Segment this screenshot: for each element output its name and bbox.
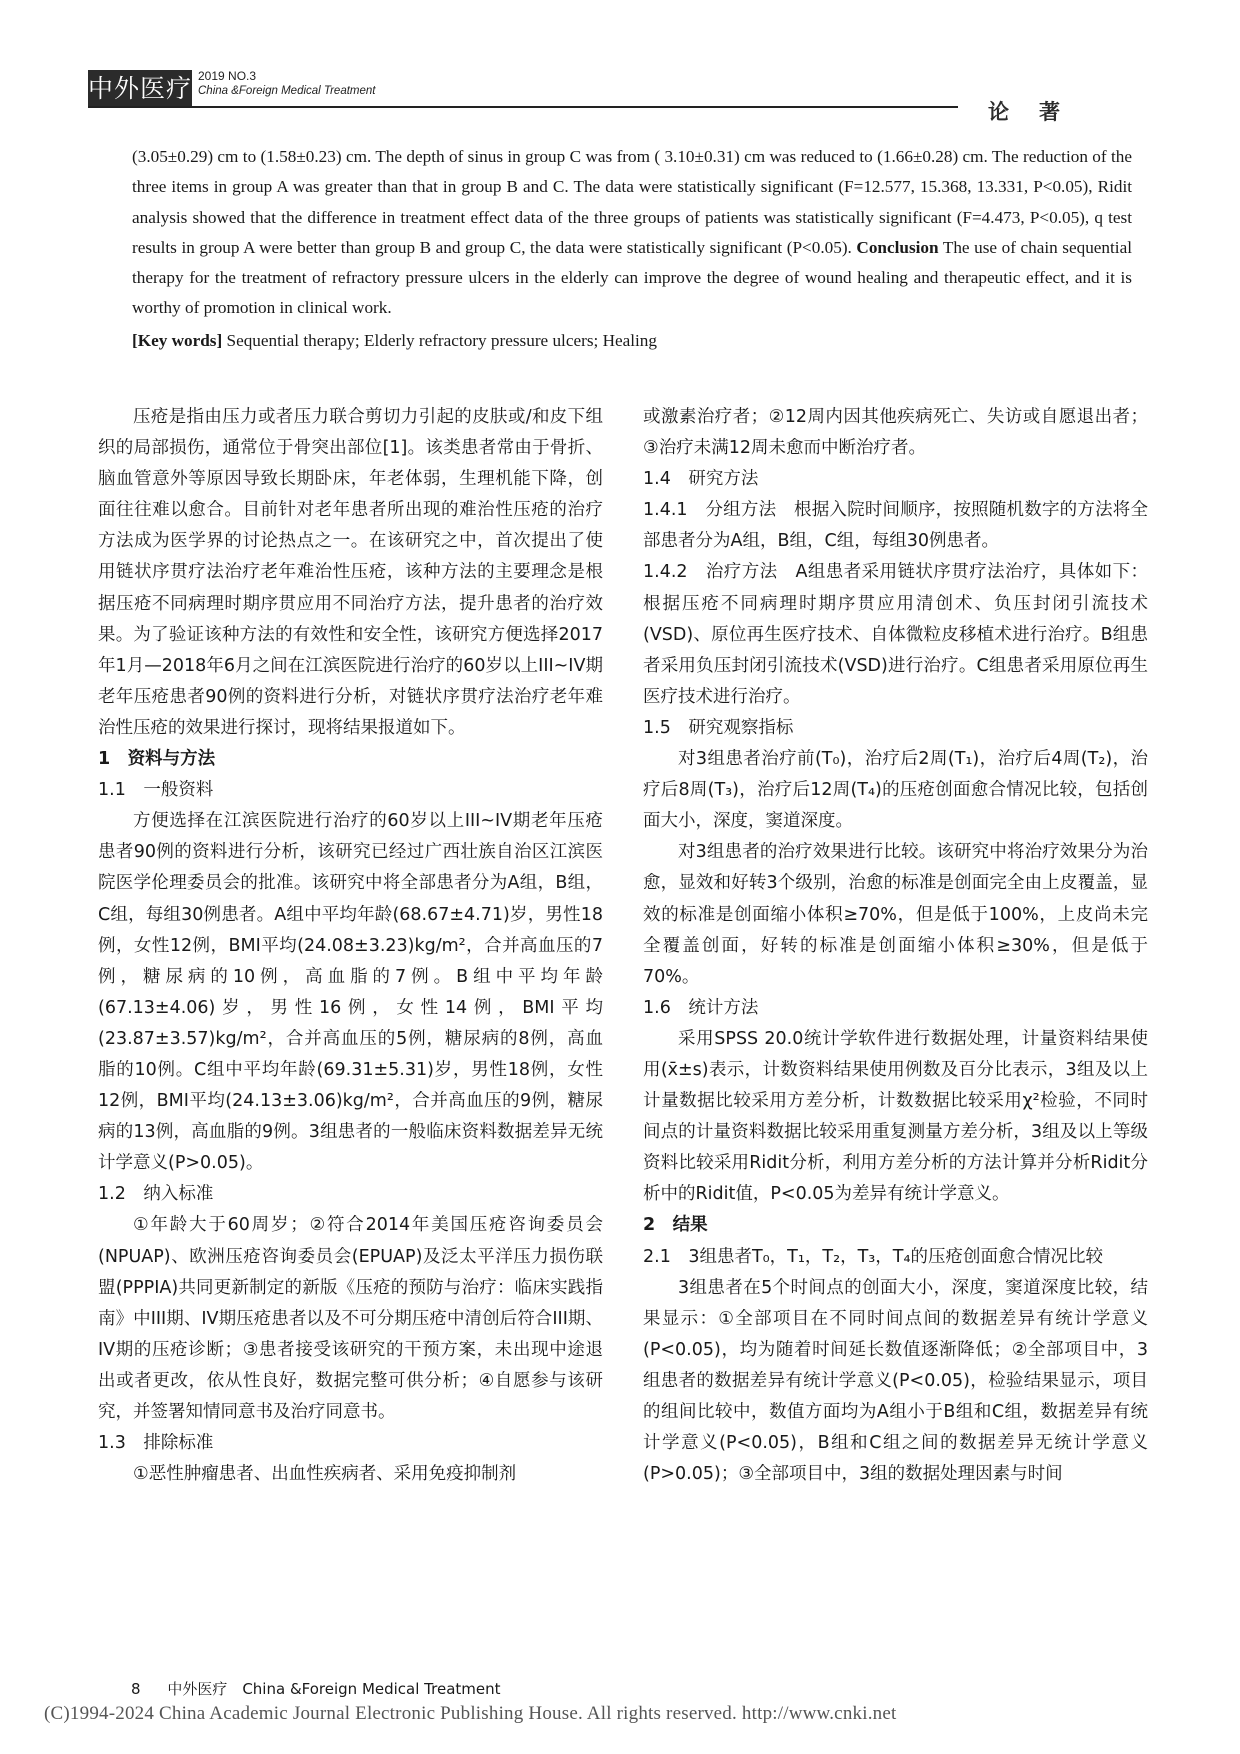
copyright-notice: (C)1994-2024 China Academic Journal Electronic Publishing House. All rights reserved. http://www.cnki.net bbox=[44, 1703, 897, 1724]
subsection-heading: 1.5 研究观察指标 bbox=[643, 717, 794, 738]
page-number: 8 bbox=[131, 1680, 141, 1698]
body-paragraph: 采用SPSS 20.0统计学软件进行数据处理，计量资料结果使用(x̄±s)表示，计数资料结果使用例数及百分比表示，3组及以上计量数据比较采用方差分析，计数数据比较采用χ²检验，不同时间点的计量资料数据比较采用重复测量方差分析，3组及以上等级资料比较采用Ridit分析，利用方差分析的方法计算并分析Ridit分析中的Ridit值，P<0.05为差异有统计学意义。 bbox=[643, 1028, 1148, 1205]
keywords-label: [Key words] bbox=[132, 330, 223, 350]
body-paragraph: 3组患者在5个时间点的创面大小，深度，窦道深度比较，结果显示：①全部项目在不同时间点间的数据差异有统计学意义(P<0.05)，均为随着时间延长数值逐渐降低；②全部项目中，3组患者的数据差异有统计学意义(P<0.05)，检验结果显示，项目的组间比较中，数值方面均为A组小于B组和C组，数据差异有统计学意义(P<0.05)，B组和C组之间的数据差异无统计学意义(P>0.05)；③全部项目中，3组的数据处理因素与时间 bbox=[643, 1277, 1148, 1485]
page-footer bbox=[131, 1678, 501, 1699]
body-paragraph: 压疮是指由压力或者压力联合剪切力引起的皮肤或/和皮下组织的局部损伤，通常位于骨突出部位[1]。该类患者常由于骨折、脑血管意外等原因导致长期卧床，年老体弱，生理机能下降，创面往往难以愈合。目前针对老年患者所出现的难治性压疮的治疗方法成为医学界的讨论热点之一。在该研究之中，首次提出了使用链状序贯疗法治疗老年难治性压疮，该种方法的主要理念是根据压疮不同病理时期序贯应用不同治疗方法，提升患者的治疗效果。为了验证该种方法的有效性和安全性，该研究方便选择2017年1月—2018年6月之间在江滨医院进行治疗的60岁以上III~IV期老年压疮患者90例的资料进行分析，对链状序贯疗法治疗老年难治性压疮的效果进行探讨，现将结果报道如下。 bbox=[98, 407, 603, 738]
journal-logo: 中外医疗 bbox=[88, 70, 192, 108]
body-paragraph: 1.4.1 分组方法 根据入院时间顺序，按照随机数字的方法将全部患者分为A组，B组，C组，每组30例患者。 bbox=[643, 500, 1148, 552]
body-paragraph: 或激素治疗者；②12周内因其他疾病死亡、失访或自愿退出者；③治疗未满12周未愈而中断治疗者。 bbox=[643, 407, 1148, 459]
subsection-heading: 1.2 纳入标准 bbox=[98, 1184, 214, 1205]
body-paragraph: ①恶性肿瘤患者、出血性疾病者、采用免疫抑制剂 bbox=[133, 1464, 517, 1485]
issue-info bbox=[198, 69, 375, 99]
journal-english-name: China &Foreign Medical Treatment bbox=[198, 85, 376, 97]
year-issue: 2019 NO.3 bbox=[198, 69, 257, 83]
subsection-heading: 1.4 研究方法 bbox=[643, 469, 759, 490]
abstract-paragraph bbox=[132, 142, 1132, 324]
conclusion-label: Conclusion bbox=[856, 237, 939, 257]
body-paragraph: 对3组患者的治疗效果进行比较。该研究中将治疗效果分为治愈，显效和好转3个级别，治愈的标准是创面完全由上皮覆盖，显效的标准是创面缩小体积≥70%，但是低于100%，上皮尚未完全覆盖创面，好转的标准是创面缩小体积≥30%，但是低于70%。 bbox=[643, 842, 1148, 987]
header-rule bbox=[88, 106, 958, 108]
abstract-text: (3.05±0.29) cm to (1.58±0.23) cm. The depth of sinus in group C was from ( 3.10±0.31) cm was reduced to (1.66±0.28) cm. The reduction of the three items in group A was greater than that in group B and C. The data were statistically significant (F=12.577, 15.368, 13.331, P<0.05), Ridit analysis showed that the difference in treatment effect data of the three groups of patients was statistically significant (F=4.473, P<0.05), q test results in group A were better than group B and group C, the data were statistically significant (P<0.05). bbox=[132, 147, 1132, 257]
body-paragraph: 对3组患者治疗前(T₀)，治疗后2周(T₁)，治疗后4周(T₂)，治疗后8周(T₃)，治疗后12周(T₄)的压疮创面愈合情况比较，包括创面大小，深度，窦道深度。 bbox=[643, 749, 1148, 832]
subsection-heading: 1.3 排除标准 bbox=[98, 1433, 214, 1454]
english-abstract bbox=[132, 142, 1132, 356]
subsection-heading: 1.1 一般资料 bbox=[98, 780, 214, 801]
conclusion-text: The use of chain sequential therapy for the treatment of refractory pressure ulcers in the elderly can improve the degree of wound healing and therapeutic effect, and it is worthy of promotion in clinical work. bbox=[132, 237, 1132, 318]
section-heading: 1 资料与方法 bbox=[98, 749, 216, 770]
keywords bbox=[132, 326, 1132, 356]
section-heading: 2 结果 bbox=[643, 1215, 708, 1236]
left-column bbox=[98, 402, 603, 1490]
body-paragraph: ①年龄大于60周岁；②符合2014年美国压疮咨询委员会(NPUAP)、欧洲压疮咨询委员会(EPUAP)及泛太平洋压力损伤联盟(PPPIA)共同更新制定的新版《压疮的预防与治疗：临床实践指南》中III期、IV期压疮患者以及不可分期压疮中清创后符合III期、IV期的压疮诊断；③患者接受该研究的干预方案，未出现中途退出或者更改，依从性良好，数据完整可供分析；④自愿参与该研究，并签署知情同意书及治疗同意书。 bbox=[98, 1215, 603, 1422]
body-paragraph: 2.1 3组患者T₀，T₁，T₂，T₃，T₄的压疮创面愈合情况比较 bbox=[643, 1246, 1103, 1267]
right-column bbox=[643, 402, 1148, 1490]
footer-journal: 中外医疗 China &Foreign Medical Treatment bbox=[167, 1680, 501, 1698]
subsection-heading: 1.6 统计方法 bbox=[643, 997, 759, 1018]
section-label: 论著 bbox=[988, 100, 1090, 124]
keywords-text: Sequential therapy; Elderly refractory pressure ulcers; Healing bbox=[226, 330, 657, 350]
body-paragraph: 方便选择在江滨医院进行治疗的60岁以上III~IV期老年压疮患者90例的资料进行分析，该研究已经过广西壮族自治区江滨医院医学伦理委员会的批准。该研究中将全部患者分为A组，B组，C组，每组30例患者。A组中平均年龄(68.67±4.71)岁，男性18例，女性12例，BMI平均(24.08±3.23)kg/m²，合并高血压的7例，糖尿病的10例，高血脂的7例。B组中平均年龄(67.13±4.06)岁，男性16例，女性14例，BMI平均(23.87±3.57)kg/m²，合并高血压的5例，糖尿病的8例，高血脂的10例。C组中平均年龄(69.31±5.31)岁，男性18例，女性12例，BMI平均(24.13±3.06)kg/m²，合并高血压的9例，糖尿病的13例，高血脂的9例。3组患者的一般临床资料数据差异无统计学意义(P>0.05)。 bbox=[98, 811, 603, 1174]
body-paragraph: 1.4.2 治疗方法 A组患者采用链状序贯疗法治疗，具体如下：根据压疮不同病理时期序贯应用清创术、负压封闭引流技术(VSD)、原位再生医疗技术、自体微粒皮移植术进行治疗。B组患者采用负压封闭引流技术(VSD)进行治疗。C组患者采用原位再生医疗技术进行治疗。 bbox=[643, 562, 1148, 707]
